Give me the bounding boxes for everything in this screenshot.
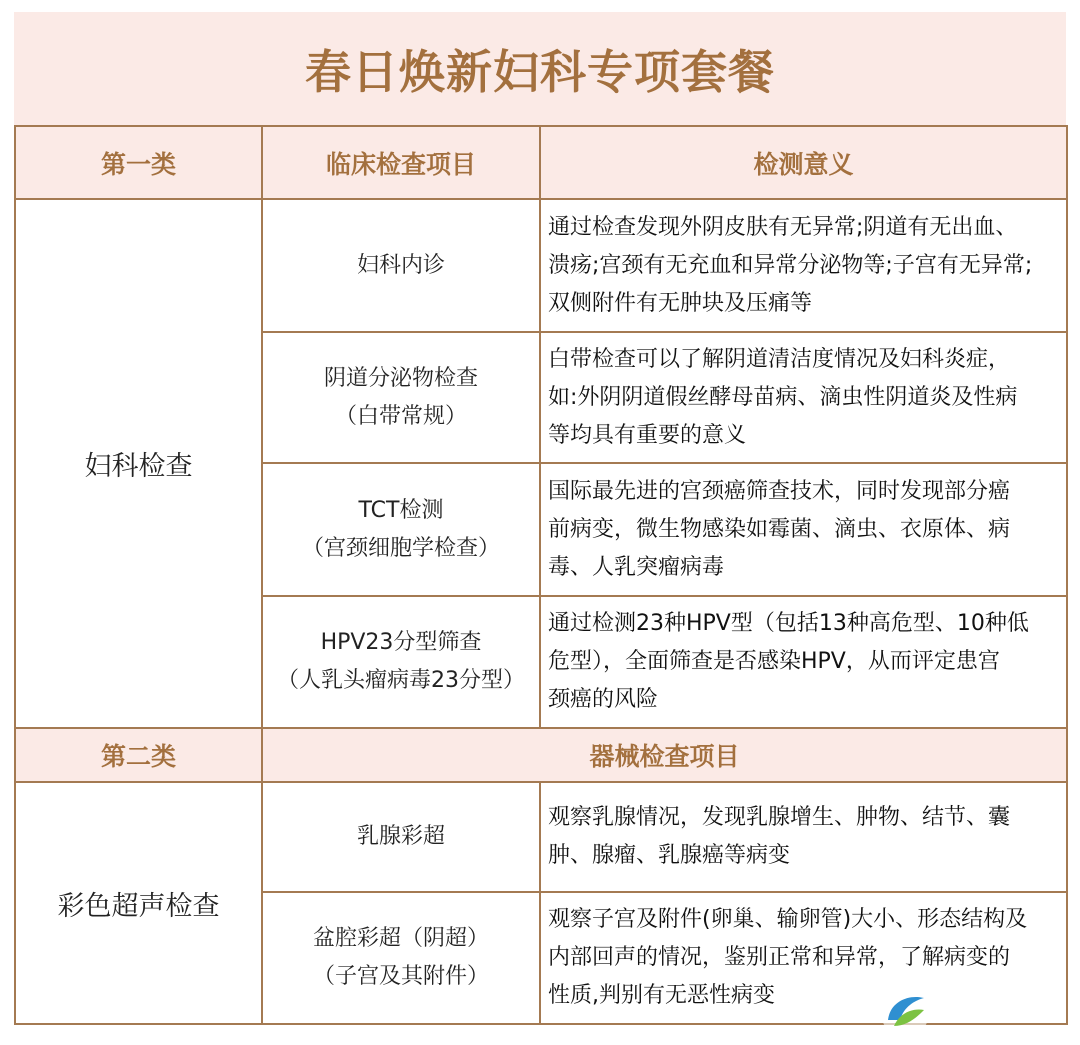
item-line: 妇科内诊 [356,252,445,278]
header-item: 临床检查项目 [262,126,540,199]
desc-line: 如:外阴阴道假丝酵母苗病、滴虫性阴道炎及性病 [548,384,1018,410]
item-cell [262,596,540,728]
item-cell [262,463,540,596]
table-row [15,199,1067,332]
watermark [878,986,1068,1040]
package-table [14,125,1068,1025]
desc-line: 白带检查可以了解阴道清洁度情况及妇科炎症， [548,346,1011,372]
item-cell [262,892,540,1024]
table-row [15,782,1067,892]
desc-line: 危型），全面筛查是否感染HPV，从而评定患宫 [548,649,1000,674]
item-line: 盆腔彩超（阴超） [312,926,489,951]
header-meaning: 检测意义 [540,126,1067,199]
desc-line: 肿、腺瘤、乳腺癌等病变 [548,843,791,868]
item-line: HPV23分型筛查 [320,630,482,655]
item-line: （宫颈细胞学检查） [301,535,500,561]
desc-cell [540,782,1067,892]
desc-line: 国际最先进的宫颈癌筛查技术，同时发现部分癌 [548,478,1011,504]
desc-line: 内部回声的情况，鉴别正常和异常，了解病变的 [548,945,1011,970]
header-category: 第一类 [15,126,262,199]
desc-line: 通过检查发现外阴皮肤有无异常;阴道有无出血、 [548,214,1018,240]
leaf-logo-icon [878,986,932,1040]
desc-line: 前病变，微生物感染如霉菌、滴虫、衣原体、病 [548,516,1011,542]
desc-line: 毒、人乳突瘤病毒 [548,554,725,580]
desc-cell [540,463,1067,596]
item-line: （白带常规） [334,403,467,429]
desc-line: 通过检测23种HPV型（包括13种高危型、10种低 [548,611,1029,636]
desc-line: 双侧附件有无肿块及压痛等 [548,290,813,316]
title-band [14,12,1066,125]
desc-line: 观察子宫及附件(卵巢、输卵管)大小、形态结构及 [548,907,1028,932]
desc-line: 颈癌的风险 [548,687,659,712]
item-cell [262,782,540,892]
desc-line: 溃疡;宫颈有无充血和异常分泌物等;子宫有无异常; [548,252,1033,278]
category-cell: 妇科检查 [15,199,262,728]
page-title: 春日焕新妇科专项套餐 [305,44,775,99]
item-cell [262,332,540,463]
desc-line: 性质,判别有无恶性病变 [548,983,775,1008]
item-line: 阴道分泌物检查 [323,365,478,391]
desc-cell [540,596,1067,728]
header-row [15,126,1067,199]
item-cell [262,199,540,332]
item-line: TCT检测 [358,497,444,523]
header2-category: 第二类 [15,728,262,782]
desc-cell [540,199,1067,332]
category-cell: 彩色超声检查 [15,782,262,1024]
header-row-2 [15,728,1067,782]
item-line: 乳腺彩超 [356,824,445,849]
desc-line: 等均具有重要的意义 [548,422,747,448]
header2-item: 器械检查项目 [262,728,1067,782]
desc-line: 观察乳腺情况，发现乳腺增生、肿物、结节、囊 [548,805,1011,830]
desc-cell [540,332,1067,463]
item-line: （人乳头瘤病毒23分型） [277,668,525,693]
item-line: （子宫及其附件） [312,964,489,989]
